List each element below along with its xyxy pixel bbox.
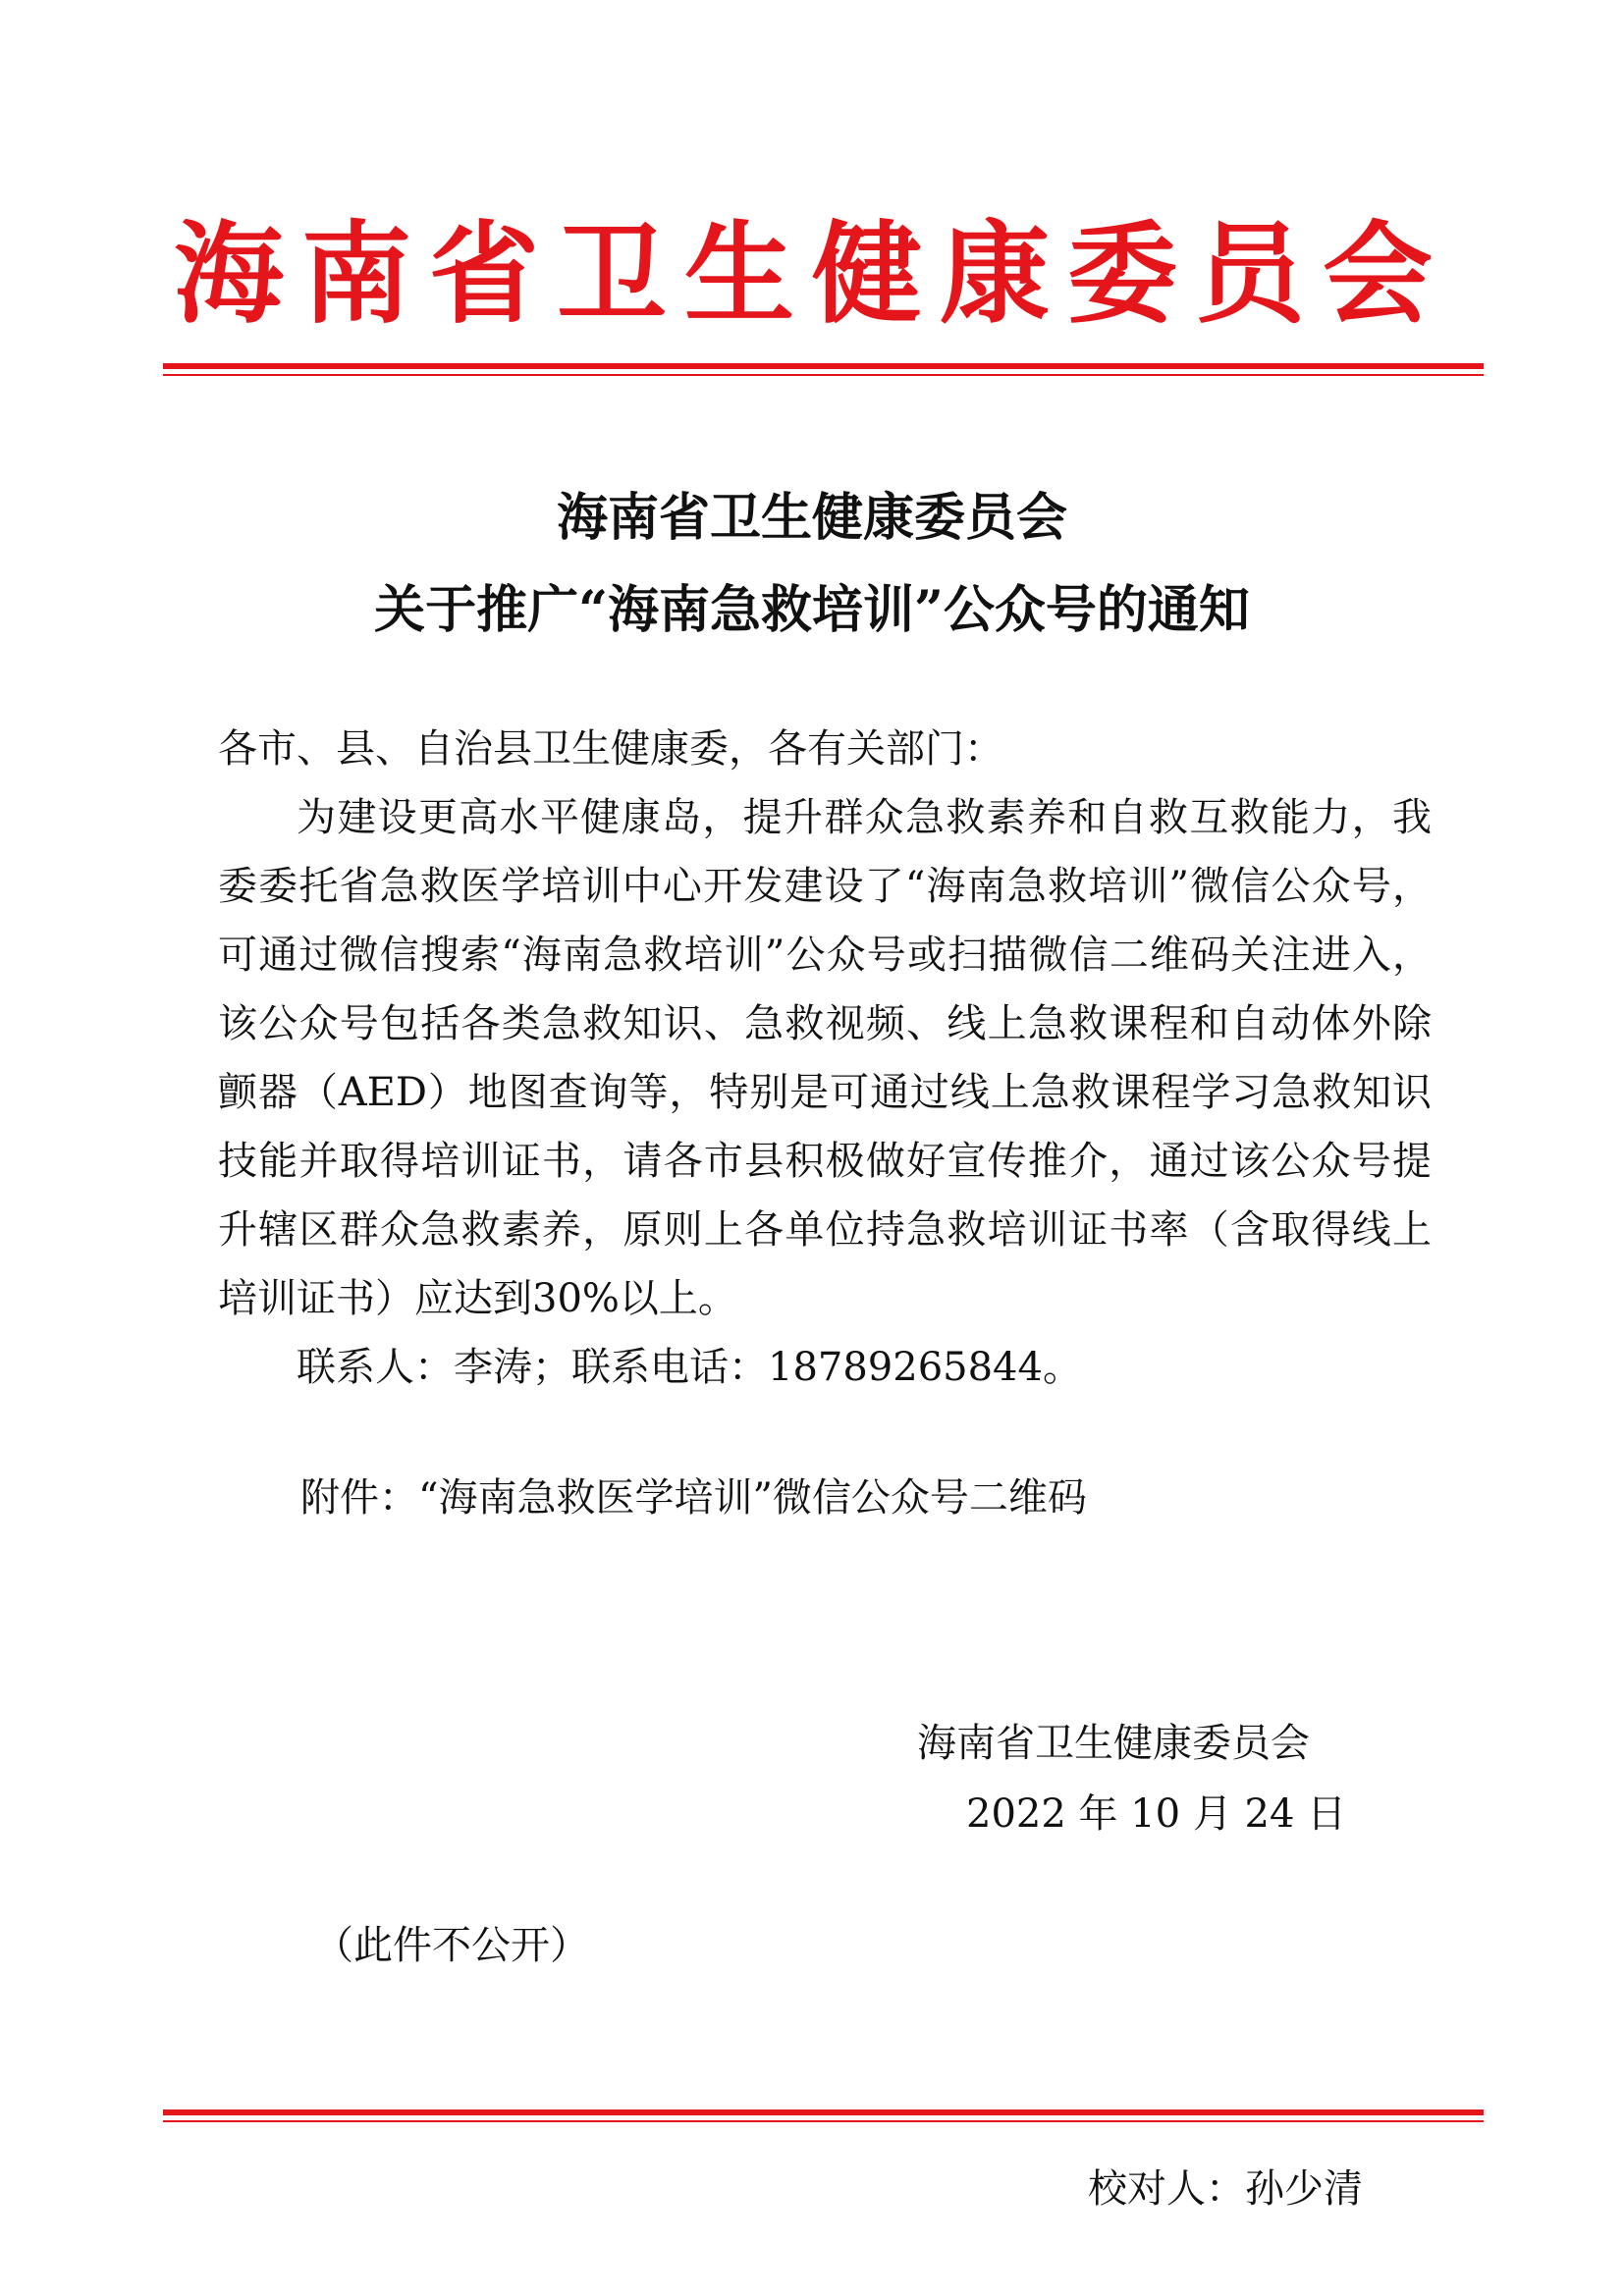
confidential-note: （此件不公开）: [314, 1923, 589, 1968]
document-title-line1: 海南省卫生健康委员会: [556, 488, 1067, 548]
signature-org: 海南省卫生健康委员会: [917, 1721, 1310, 1766]
letterhead-title: 海南省卫生健康委员会: [174, 210, 1450, 339]
footer-rule-thick: [163, 2109, 1484, 2115]
document-title-line2: 关于推广“海南急救培训”公众号的通知: [374, 580, 1250, 640]
body-paragraph-1: 为建设更高水平健康岛，提升群众急救素养和自救互救能力，我委委托省急救医学培训中心开发建设了“海南急救培训”微信公众号，可通过微信搜索“海南急救培训”公众号或扫描微信二维码关注进入，该公众号包括各类急救知识、急救视频、线上急救课程和自动体外除颤器（AED）地图查询等，特别是可通过线上急救课程学习急救知识技能并取得培训证书，请各市县积极做好宣传推介，通过该公众号提升辖区群众急救素养，原则上各单位持急救培训证书率（含取得线上培训证书）应达到30%以上。: [218, 795, 1432, 1321]
signature-date: 2022 年 10 月 24 日: [966, 1791, 1347, 1837]
footer-rule-thin: [163, 2120, 1484, 2122]
body-paragraph-contact: 联系人：李涛；联系电话：18789265844。: [297, 1345, 1082, 1390]
proofreader: 校对人：孙少清: [1088, 2166, 1363, 2212]
letterhead-rule-thin: [163, 374, 1484, 376]
document-body: [218, 715, 1432, 1402]
greeting: 各市、县、自治县卫生健康委，各有关部门：: [218, 726, 1003, 772]
letterhead-rule-thick: [163, 363, 1484, 369]
attachment-line: 附件：“海南急救医学培训”微信公众号二维码: [300, 1475, 1087, 1521]
